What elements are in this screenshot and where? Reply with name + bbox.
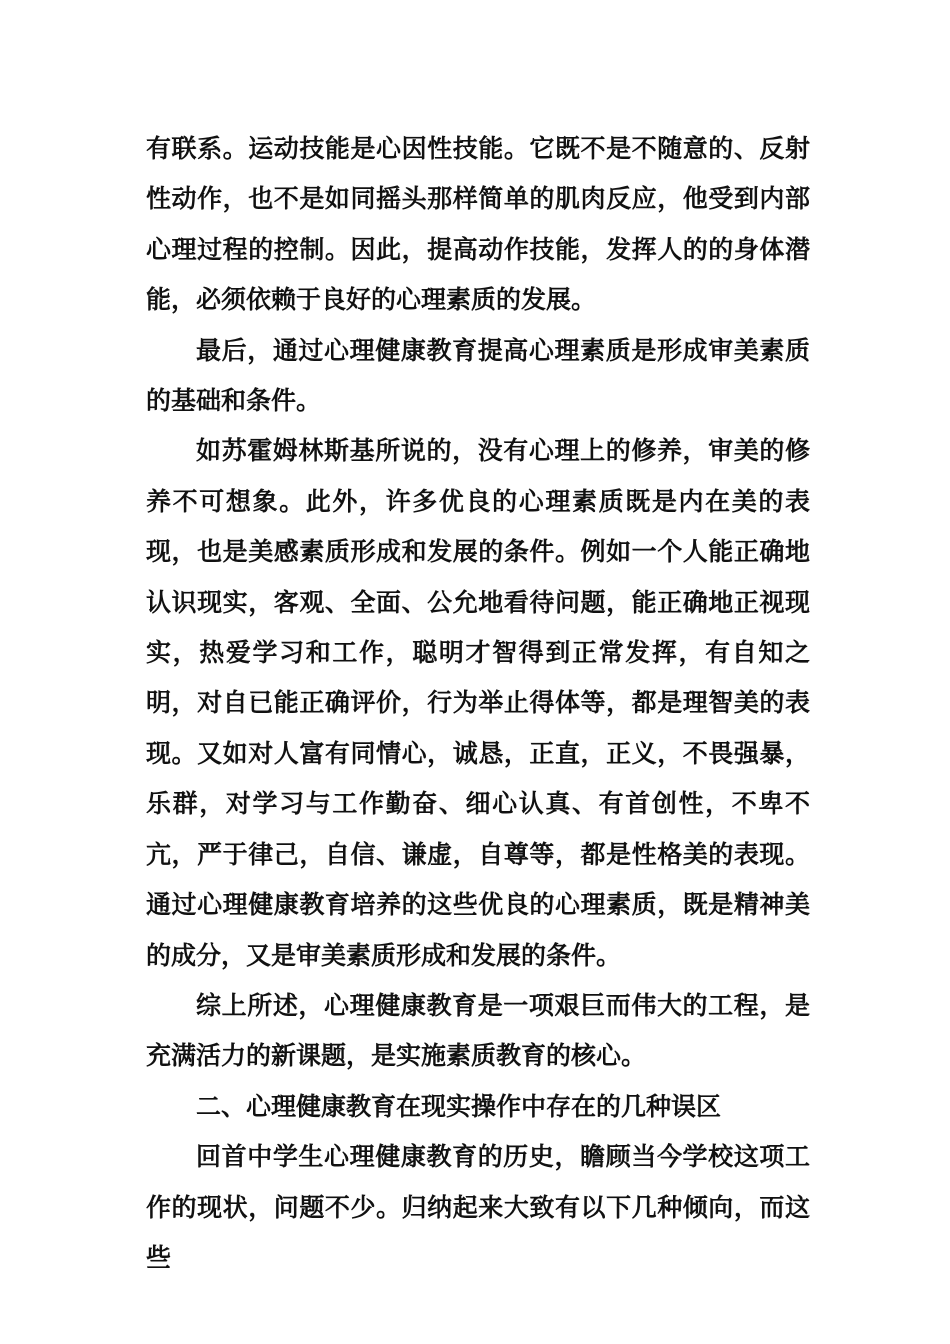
document-body — [146, 124, 810, 1283]
paragraph-sukhomlinsky: 如苏霍姆林斯基所说的，没有心理上的修养，审美的修养不可想象。此外，许多优良的心理素质既是内在美的表现，也是美感素质形成和发展的条件。例如一个人能正确地认识现实，客观、全面、公允地看待问题，能正确地正视现实，热爱学习和工作，聪明才智得到正常发挥，有自知之明，对自已能正确评价，行为举止得体等，都是理智美的表现。又如对人富有同情心，诚恳，正直，正义，不畏强暴，乐群，对学习与工作勤奋、细心认真、有首创性，不卑不亢，严于律己，自信、谦虚，自尊等，都是性格美的表现。通过心理健康教育培养的这些优良的心理素质，既是精神美的成分，又是审美素质形成和发展的条件。 — [146, 436, 810, 970]
paragraph-summary: 综上所述，心理健康教育是一项艰巨而伟大的工程，是充满活力的新课题，是实施素质教育的核心。 — [146, 990, 810, 1071]
paragraph-history-review: 回首中学生心理健康教育的历史，瞻顾当今学校这项工作的现状，问题不少。归纳起来大致有以下几种倾向，而这些 — [146, 1142, 810, 1272]
paragraph-aesthetic-basis: 最后，通过心理健康教育提高心理素质是形成审美素质的基础和条件。 — [146, 335, 810, 416]
paragraph-motor-skill: 有联系。运动技能是心因性技能。它既不是不随意的、反射性动作，也不是如同摇头那样简单的肌肉反应，他受到内部心理过程的控制。因此，提高动作技能，发挥人的的身体潜能，必须依赖于良好的心理素质的发展。 — [146, 134, 810, 315]
section-heading-misconceptions: 二、心理健康教育在现实操作中存在的几种误区 — [196, 1091, 722, 1121]
